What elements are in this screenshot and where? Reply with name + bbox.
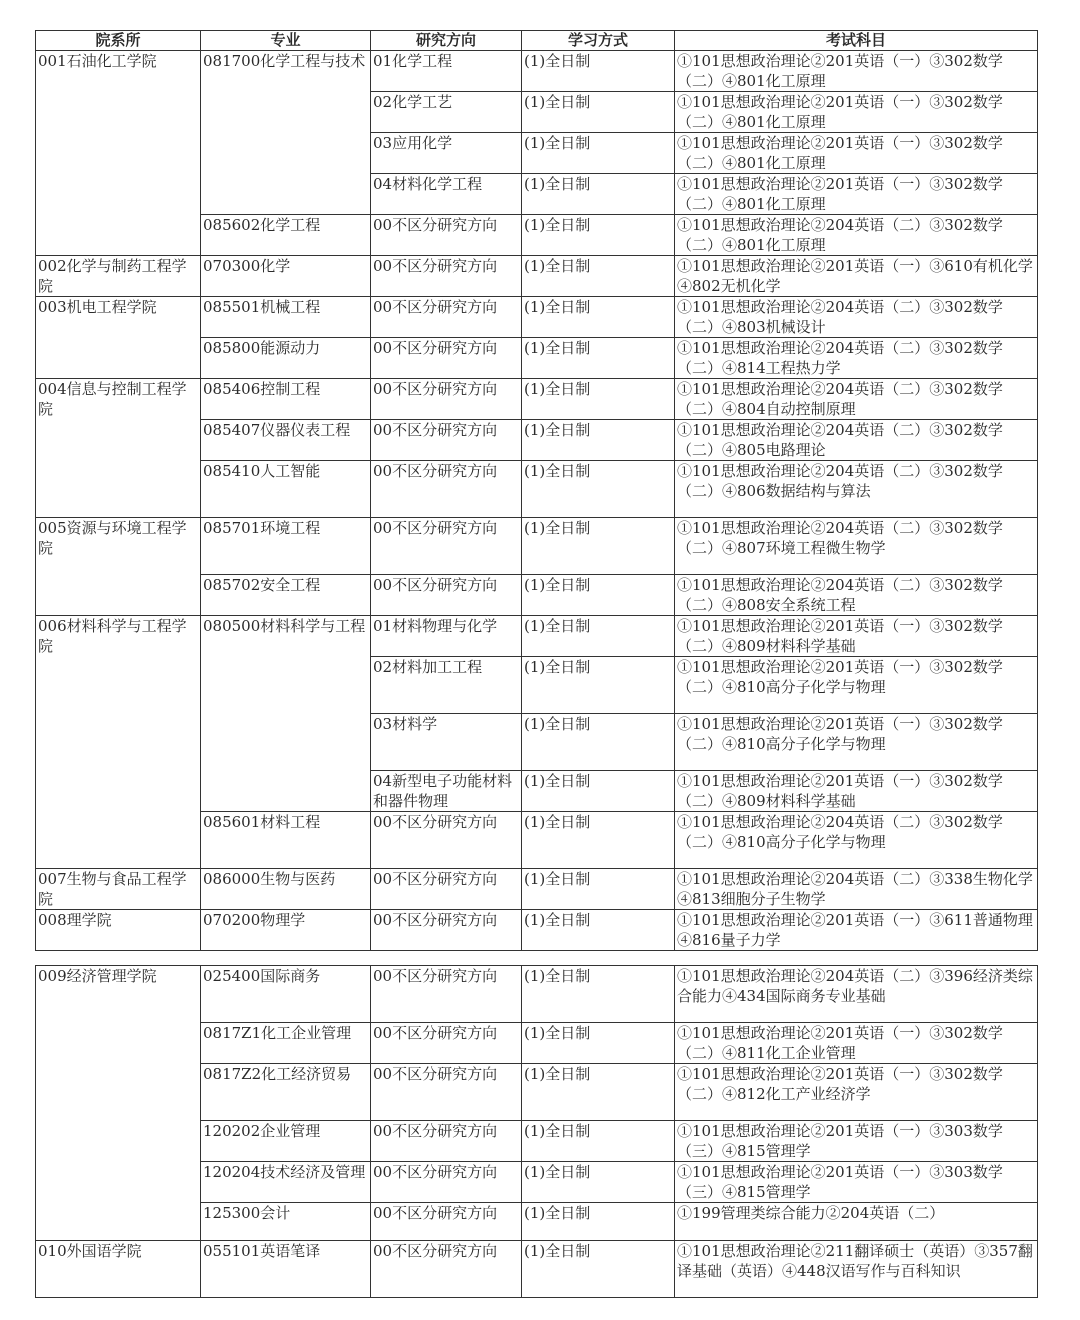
study-mode-cell: (1)全日制 (522, 51, 675, 92)
department-cell: 007生物与食品工程学院 (36, 869, 201, 910)
major-cell: 025400国际商务 (201, 966, 371, 1023)
admission-table-1 (35, 30, 1038, 951)
direction-cell: 00不区分研究方向 (371, 1121, 522, 1162)
major-cell: 085601材料工程 (201, 812, 371, 869)
direction-cell: 00不区分研究方向 (371, 812, 522, 869)
department-cell: 008理学院 (36, 910, 201, 951)
major-cell: 0817Z1化工企业管理 (201, 1023, 371, 1064)
direction-cell: 01化学工程 (371, 51, 522, 92)
table-row (36, 616, 1038, 657)
major-cell: 055101英语笔译 (201, 1241, 371, 1298)
table-row (36, 256, 1038, 297)
major-cell: 085800能源动力 (201, 338, 371, 379)
study-mode-cell: (1)全日制 (522, 1023, 675, 1064)
table-header-row (36, 31, 1038, 51)
exam-subjects-cell: ①101思想政治理论②204英语（二）③302数学（二）④814工程热力学 (675, 338, 1038, 379)
exam-subjects-cell: ①101思想政治理论②204英语（二）③302数学（二）④801化工原理 (675, 215, 1038, 256)
department-cell: 001石油化工学院 (36, 51, 201, 256)
table-row (36, 518, 1038, 575)
department-cell: 010外国语学院 (36, 1241, 201, 1298)
study-mode-cell: (1)全日制 (522, 1203, 675, 1241)
exam-subjects-cell: ①101思想政治理论②201英语（一）③611普通物理④816量子力学 (675, 910, 1038, 951)
study-mode-cell: (1)全日制 (522, 133, 675, 174)
exam-subjects-cell: ①101思想政治理论②201英语（一）③302数学（二）④810高分子化学与物理 (675, 714, 1038, 771)
table-row (36, 51, 1038, 92)
major-cell: 086000生物与医药 (201, 869, 371, 910)
exam-subjects-cell: ①101思想政治理论②201英语（一）③302数学（二）④801化工原理 (675, 174, 1038, 215)
table-row (36, 966, 1038, 1023)
study-mode-cell: (1)全日制 (522, 1121, 675, 1162)
study-mode-cell: (1)全日制 (522, 92, 675, 133)
exam-subjects-cell: ①101思想政治理论②201英语（一）③303数学（三）④815管理学 (675, 1162, 1038, 1203)
direction-cell: 00不区分研究方向 (371, 379, 522, 420)
study-mode-cell: (1)全日制 (522, 420, 675, 461)
major-cell: 085602化学工程 (201, 215, 371, 256)
major-cell: 120202企业管理 (201, 1121, 371, 1162)
exam-subjects-cell: ①101思想政治理论②204英语（二）③302数学（二）④807环境工程微生物学 (675, 518, 1038, 575)
table-row (36, 1241, 1038, 1298)
direction-cell: 00不区分研究方向 (371, 575, 522, 616)
study-mode-cell: (1)全日制 (522, 461, 675, 518)
department-cell: 006材料科学与工程学院 (36, 616, 201, 869)
study-mode-cell: (1)全日制 (522, 910, 675, 951)
major-cell: 085410人工智能 (201, 461, 371, 518)
study-mode-cell: (1)全日制 (522, 657, 675, 714)
direction-cell: 00不区分研究方向 (371, 297, 522, 338)
major-cell: 120204技术经济及管理 (201, 1162, 371, 1203)
exam-subjects-cell: ①101思想政治理论②204英语（二）③396经济类综合能力④434国际商务专业基础 (675, 966, 1038, 1023)
study-mode-cell: (1)全日制 (522, 616, 675, 657)
study-mode-cell: (1)全日制 (522, 215, 675, 256)
exam-subjects-cell: ①101思想政治理论②204英语（二）③302数学（二）④804自动控制原理 (675, 379, 1038, 420)
direction-cell: 00不区分研究方向 (371, 1203, 522, 1241)
study-mode-cell: (1)全日制 (522, 869, 675, 910)
department-cell: 009经济管理学院 (36, 966, 201, 1241)
exam-subjects-cell: ①101思想政治理论②201英语（一）③302数学（二）④809材料科学基础 (675, 771, 1038, 812)
study-mode-cell: (1)全日制 (522, 966, 675, 1023)
direction-cell: 01材料物理与化学 (371, 616, 522, 657)
direction-cell: 03应用化学 (371, 133, 522, 174)
direction-cell: 03材料学 (371, 714, 522, 771)
direction-cell: 00不区分研究方向 (371, 1162, 522, 1203)
study-mode-cell: (1)全日制 (522, 518, 675, 575)
major-cell: 0817Z2化工经济贸易 (201, 1064, 371, 1121)
major-cell: 085407仪器仪表工程 (201, 420, 371, 461)
direction-cell: 00不区分研究方向 (371, 966, 522, 1023)
direction-cell: 00不区分研究方向 (371, 1064, 522, 1121)
direction-cell: 00不区分研究方向 (371, 518, 522, 575)
study-mode-cell: (1)全日制 (522, 1064, 675, 1121)
department-cell: 002化学与制药工程学院 (36, 256, 201, 297)
header-direction: 研究方向 (371, 31, 522, 51)
study-mode-cell: (1)全日制 (522, 174, 675, 215)
exam-subjects-cell: ①101思想政治理论②201英语（一）③302数学（二）④809材料科学基础 (675, 616, 1038, 657)
direction-cell: 00不区分研究方向 (371, 1241, 522, 1298)
admission-table-2 (35, 965, 1038, 1298)
exam-subjects-cell: ①101思想政治理论②201英语（一）③610有机化学④802无机化学 (675, 256, 1038, 297)
direction-cell: 00不区分研究方向 (371, 338, 522, 379)
major-cell: 085406控制工程 (201, 379, 371, 420)
exam-subjects-cell: ①101思想政治理论②204英语（二）③302数学（二）④806数据结构与算法 (675, 461, 1038, 518)
exam-subjects-cell: ①101思想政治理论②204英语（二）③302数学（二）④808安全系统工程 (675, 575, 1038, 616)
study-mode-cell: (1)全日制 (522, 297, 675, 338)
exam-subjects-cell: ①101思想政治理论②201英语（一）③302数学（二）④810高分子化学与物理 (675, 657, 1038, 714)
study-mode-cell: (1)全日制 (522, 338, 675, 379)
header-department: 院系所 (36, 31, 201, 51)
direction-cell: 00不区分研究方向 (371, 910, 522, 951)
exam-subjects-cell: ①101思想政治理论②204英语（二）③302数学（二）④805电路理论 (675, 420, 1038, 461)
exam-subjects-cell: ①101思想政治理论②204英语（二）③302数学（二）④810高分子化学与物理 (675, 812, 1038, 869)
exam-subjects-cell: ①101思想政治理论②201英语（一）③302数学（二）④801化工原理 (675, 51, 1038, 92)
major-cell: 080500材料科学与工程 (201, 616, 371, 812)
department-cell: 003机电工程学院 (36, 297, 201, 379)
study-mode-cell: (1)全日制 (522, 379, 675, 420)
header-exam-subjects: 考试科目 (675, 31, 1038, 51)
direction-cell: 00不区分研究方向 (371, 215, 522, 256)
direction-cell: 00不区分研究方向 (371, 420, 522, 461)
exam-subjects-cell: ①101思想政治理论②201英语（一）③302数学（二）④801化工原理 (675, 92, 1038, 133)
major-cell: 070200物理学 (201, 910, 371, 951)
study-mode-cell: (1)全日制 (522, 771, 675, 812)
study-mode-cell: (1)全日制 (522, 256, 675, 297)
study-mode-cell: (1)全日制 (522, 1162, 675, 1203)
exam-subjects-cell: ①101思想政治理论②204英语（二）③302数学（二）④803机械设计 (675, 297, 1038, 338)
direction-cell: 00不区分研究方向 (371, 461, 522, 518)
exam-subjects-cell: ①199管理类综合能力②204英语（二） (675, 1203, 1038, 1241)
direction-cell: 00不区分研究方向 (371, 1023, 522, 1064)
major-cell: 085702安全工程 (201, 575, 371, 616)
exam-subjects-cell: ①101思想政治理论②201英语（一）③302数学（二）④811化工企业管理 (675, 1023, 1038, 1064)
study-mode-cell: (1)全日制 (522, 575, 675, 616)
exam-subjects-cell: ①101思想政治理论②201英语（一）③303数学（三）④815管理学 (675, 1121, 1038, 1162)
major-cell: 125300会计 (201, 1203, 371, 1241)
header-study-mode: 学习方式 (522, 31, 675, 51)
direction-cell: 00不区分研究方向 (371, 869, 522, 910)
study-mode-cell: (1)全日制 (522, 714, 675, 771)
exam-subjects-cell: ①101思想政治理论②204英语（二）③338生物化学④813细胞分子生物学 (675, 869, 1038, 910)
table-row (36, 297, 1038, 338)
major-cell: 070300化学 (201, 256, 371, 297)
department-cell: 004信息与控制工程学院 (36, 379, 201, 518)
exam-subjects-cell: ①101思想政治理论②211翻译硕士（英语）③357翻译基础（英语）④448汉语写作与百科知识 (675, 1241, 1038, 1298)
header-major: 专业 (201, 31, 371, 51)
major-cell: 081700化学工程与技术 (201, 51, 371, 215)
study-mode-cell: (1)全日制 (522, 1241, 675, 1298)
exam-subjects-cell: ①101思想政治理论②201英语（一）③302数学（二）④812化工产业经济学 (675, 1064, 1038, 1121)
major-cell: 085701环境工程 (201, 518, 371, 575)
direction-cell: 02材料加工工程 (371, 657, 522, 714)
table-row (36, 869, 1038, 910)
direction-cell: 02化学工艺 (371, 92, 522, 133)
exam-subjects-cell: ①101思想政治理论②201英语（一）③302数学（二）④801化工原理 (675, 133, 1038, 174)
department-cell: 005资源与环境工程学院 (36, 518, 201, 616)
direction-cell: 04材料化学工程 (371, 174, 522, 215)
table-row (36, 379, 1038, 420)
table-row (36, 910, 1038, 951)
direction-cell: 00不区分研究方向 (371, 256, 522, 297)
major-cell: 085501机械工程 (201, 297, 371, 338)
study-mode-cell: (1)全日制 (522, 812, 675, 869)
direction-cell: 04新型电子功能材料和器件物理 (371, 771, 522, 812)
